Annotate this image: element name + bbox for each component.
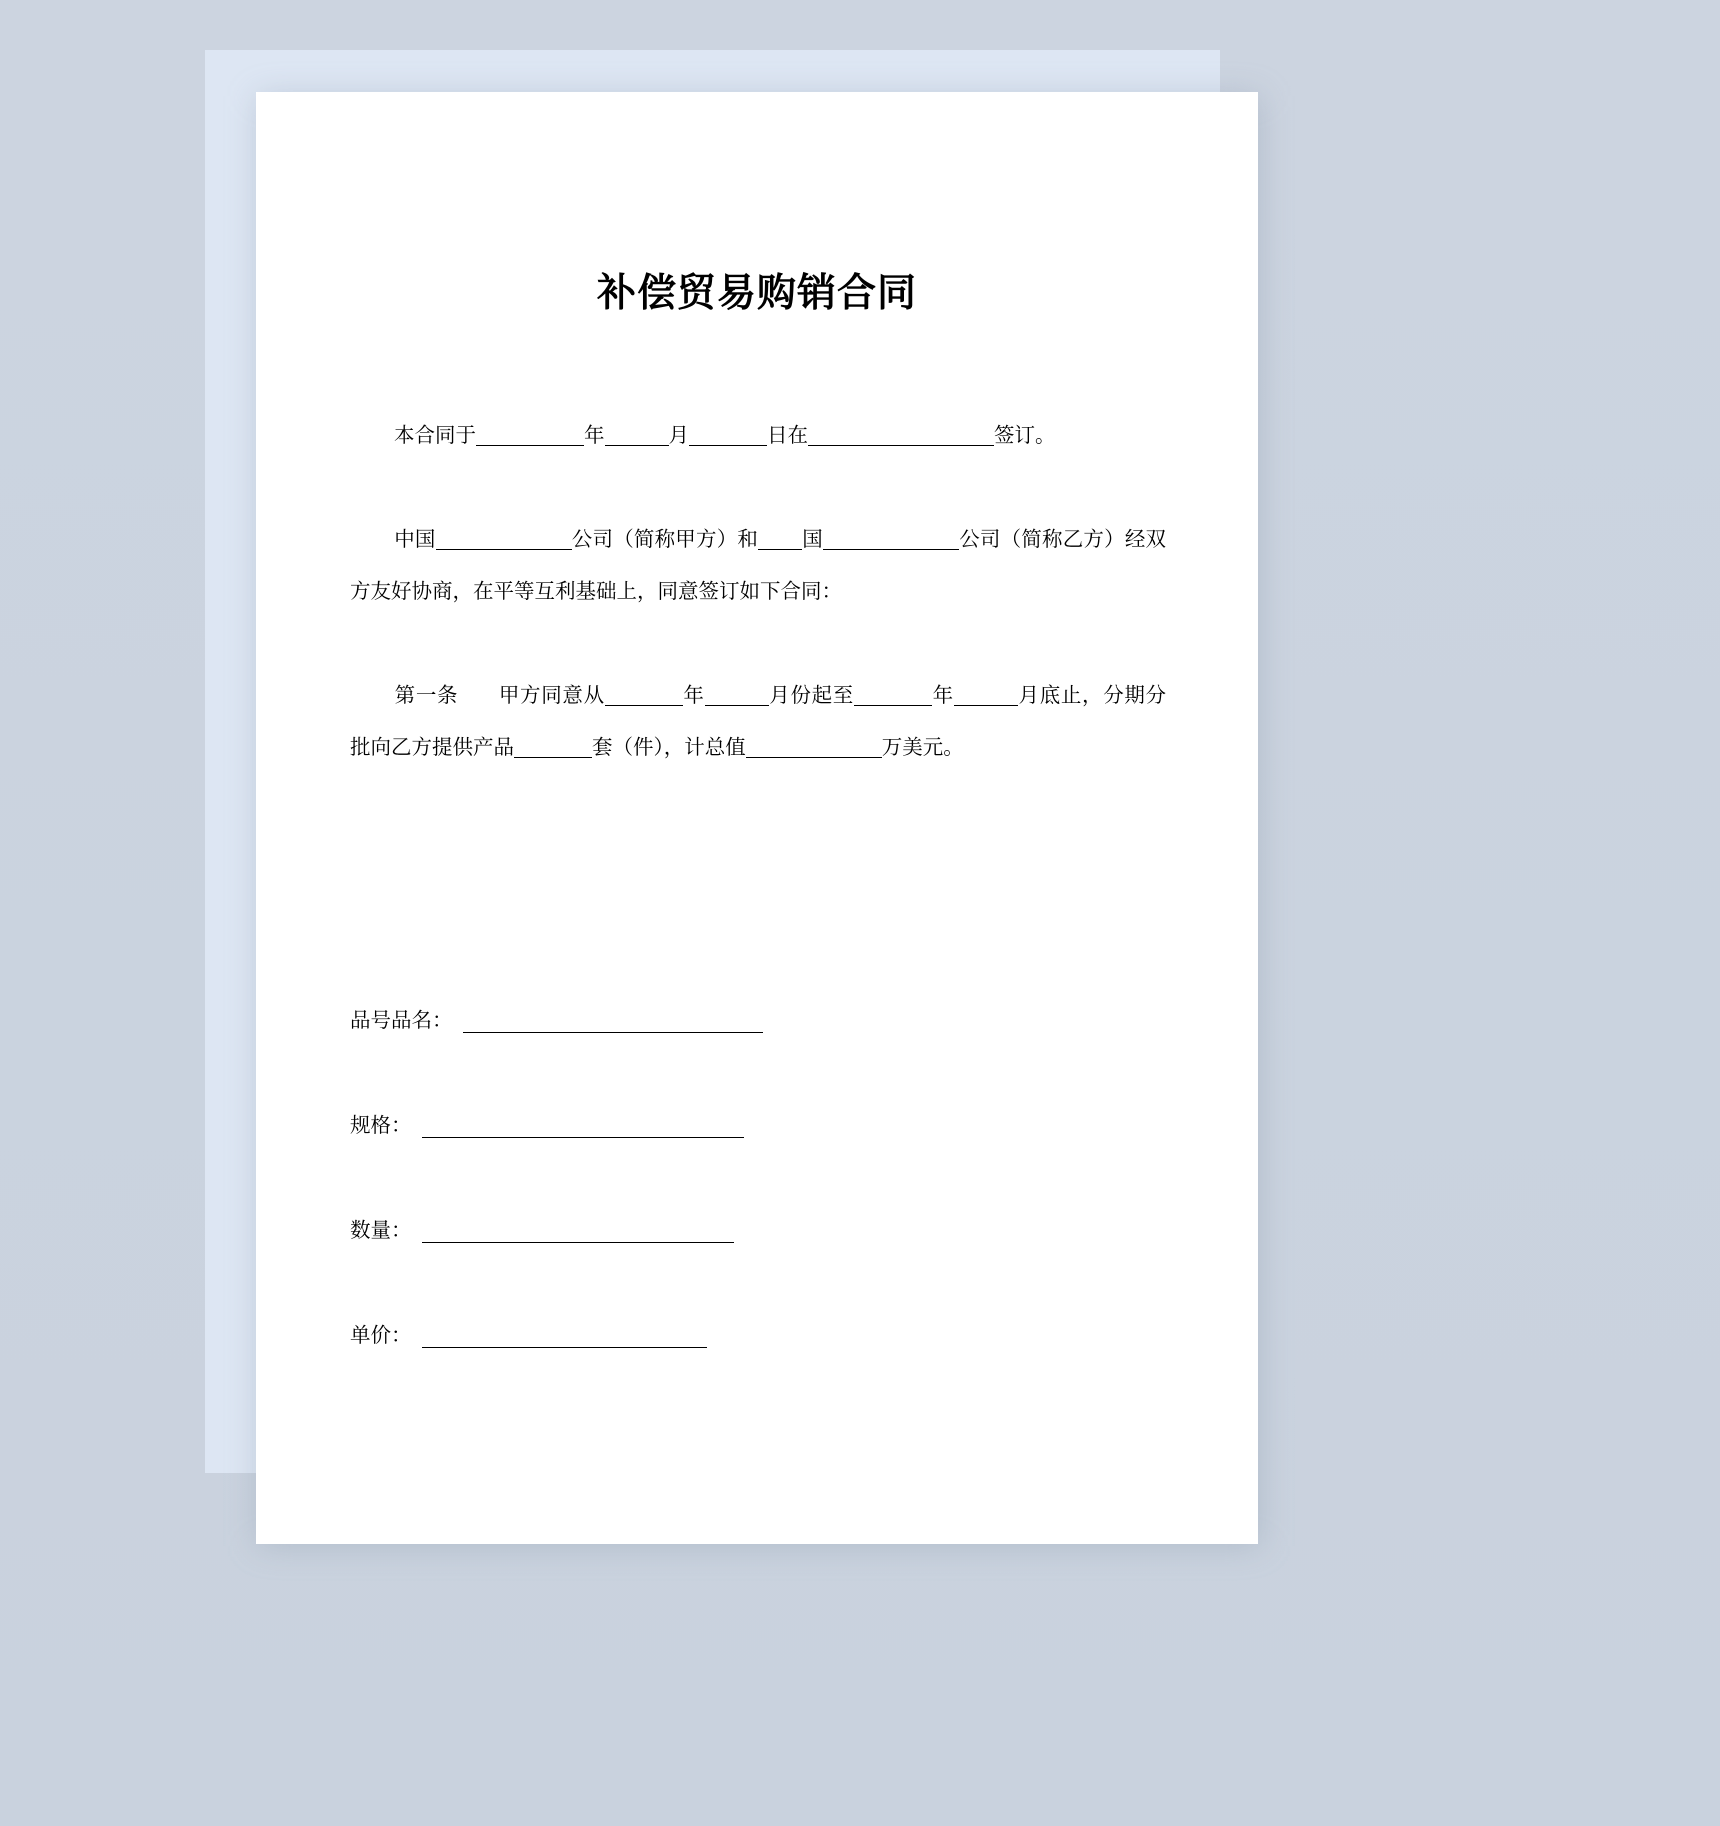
fill-in-blank[interactable] xyxy=(476,425,584,446)
document-body xyxy=(350,410,1166,774)
body-text: 中国 xyxy=(394,529,436,551)
fill-in-blank[interactable] xyxy=(689,425,767,446)
fill-in-blank[interactable] xyxy=(854,685,932,706)
body-text: 万美元。 xyxy=(881,737,964,759)
fill-in-blank[interactable] xyxy=(605,425,669,446)
body-text: 月底止，分期分批向乙方提供产品 xyxy=(350,685,1167,759)
field-row xyxy=(350,1138,1166,1243)
field-label: 数量： xyxy=(350,1219,412,1242)
body-text: 月 xyxy=(668,425,689,447)
fill-in-blank[interactable] xyxy=(758,529,802,550)
document-field-list xyxy=(350,928,1166,1348)
body-text: 套（件），计总值 xyxy=(592,737,746,759)
field-input-rule[interactable] xyxy=(422,1346,707,1348)
body-text: 年 xyxy=(931,685,954,707)
field-input-rule[interactable] xyxy=(463,1031,763,1033)
body-text: 本合同于 xyxy=(394,425,476,447)
body-text: 日在 xyxy=(767,425,808,447)
field-label: 规格： xyxy=(350,1114,412,1137)
document-page xyxy=(256,92,1258,1544)
body-text: 国 xyxy=(802,529,824,551)
fill-in-blank[interactable] xyxy=(436,529,572,550)
field-label: 单价： xyxy=(350,1324,412,1347)
body-text: 年 xyxy=(682,685,705,707)
field-row xyxy=(350,928,1166,1033)
body-text: 第一条 xyxy=(394,685,459,707)
paragraph-article-one xyxy=(350,670,1166,774)
field-row xyxy=(350,1243,1166,1348)
document-page-content xyxy=(256,92,1258,1544)
body-text: 签订。 xyxy=(994,425,1056,447)
paragraph-parties-clause xyxy=(350,514,1166,618)
body-text: 月份起至 xyxy=(768,685,854,707)
body-text: 公司（简称乙方）经双方友好协商，在平等互利基础上，同意签订如下合同： xyxy=(350,529,1167,603)
document-title: 补偿贸易购销合同 xyxy=(596,272,917,315)
field-input-rule[interactable] xyxy=(422,1136,744,1138)
field-input-rule[interactable] xyxy=(422,1241,734,1243)
body-text: 年 xyxy=(584,425,605,447)
body-text: 甲方同意从 xyxy=(498,685,605,707)
field-row xyxy=(350,1033,1166,1138)
fill-in-blank[interactable] xyxy=(823,529,959,550)
fill-in-blank[interactable] xyxy=(605,685,683,706)
fill-in-blank[interactable] xyxy=(954,685,1018,706)
fill-in-blank[interactable] xyxy=(514,737,592,758)
field-label: 品号品名： xyxy=(350,1009,453,1032)
paragraph-signing-clause xyxy=(350,410,1166,462)
fill-in-blank[interactable] xyxy=(705,685,769,706)
body-text: 公司（简称甲方）和 xyxy=(571,529,759,551)
fill-in-blank[interactable] xyxy=(746,737,882,758)
fill-in-blank[interactable] xyxy=(808,425,994,446)
